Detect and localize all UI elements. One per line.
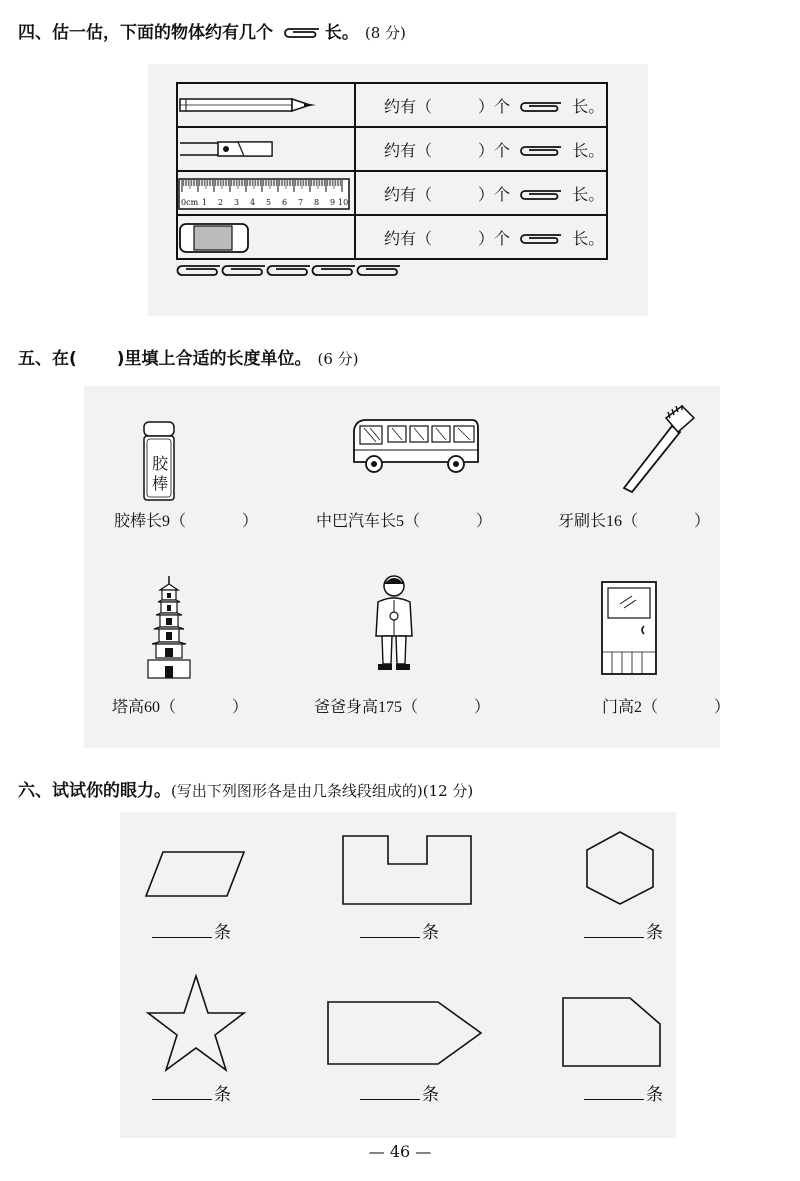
ruler-label: 4 (250, 198, 256, 207)
answer-line-label: 条 (152, 1080, 231, 1105)
ruler-label: 0cm (181, 198, 199, 207)
item-caption: 塔高60（ ） (112, 699, 249, 716)
row-suffix: 长。 (572, 140, 605, 160)
section4-title: 估一估，下面的物体约有几个 (52, 23, 273, 43)
section4-title-end: 长。 (324, 23, 359, 43)
answer-line-label: 条 (584, 1080, 663, 1105)
ruler-label: 6 (282, 198, 288, 207)
item-caption: 牙刷长16（ ） (558, 513, 711, 530)
row-prefix: 约有（ (384, 140, 433, 160)
ruler-label: 5 (266, 198, 272, 207)
ruler-label: 2 (218, 198, 224, 207)
section5-number: 五、 (18, 349, 52, 369)
section4-number: 四、 (18, 23, 52, 43)
star-shape (148, 976, 244, 1070)
answer-line[interactable] (584, 1083, 644, 1100)
item-caption: 门高2（ ） (602, 699, 731, 716)
ruler-label: 1 (202, 198, 208, 207)
answer-line-label: 条 (152, 918, 231, 943)
ruler-label: 8 (314, 198, 320, 207)
ruler-label: 3 (234, 198, 240, 207)
row-mid: ）个 (478, 184, 511, 204)
section4-points: (8 分) (364, 24, 406, 42)
notched-rectangle-shape (343, 836, 471, 904)
glue-stick-text: 胶棒 (151, 454, 168, 493)
section5-points: (6 分) (317, 350, 359, 368)
section6-note: (写出下列图形各是由几条线段组成的) (171, 782, 423, 800)
row-prefix: 约有（ (384, 184, 433, 204)
row-suffix: 长。 (572, 96, 605, 116)
answer-line[interactable] (360, 1083, 420, 1100)
parallelogram-shape (146, 852, 244, 896)
section6-title: 试试你的眼力。 (52, 781, 171, 801)
row-suffix: 长。 (572, 184, 605, 204)
ruler-label: 9 (330, 198, 336, 207)
row-mid: ）个 (478, 228, 511, 248)
row-mid: ）个 (478, 96, 511, 116)
hexagon-shape (587, 832, 653, 904)
section5-title-b: )里填上合适的长度单位。 (116, 349, 312, 369)
page-number: — 46 — (368, 1142, 432, 1161)
section6-number: 六、 (18, 781, 52, 801)
row-prefix: 约有（ (384, 228, 433, 248)
ruler-label: 10 (338, 198, 349, 207)
item-caption: 胶棒长9（ ） (114, 513, 259, 530)
answer-line[interactable] (360, 921, 420, 938)
row-suffix: 长。 (572, 228, 605, 248)
ruler-label: 7 (298, 198, 304, 207)
answer-line[interactable] (152, 921, 212, 938)
answer-line-label: 条 (360, 1080, 439, 1105)
answer-line[interactable] (584, 921, 644, 938)
item-caption: 中巴汽车长5（ ） (316, 513, 493, 530)
section5-title-a: 在( (52, 349, 77, 369)
section6-points: (12 分) (422, 782, 474, 800)
answer-line-label: 条 (360, 918, 439, 943)
row-prefix: 约有（ (384, 96, 433, 116)
answer-line[interactable] (152, 1083, 212, 1100)
cut-corner-rectangle-shape (563, 998, 660, 1066)
item-caption: 爸爸身高175（ ） (314, 699, 491, 716)
row-mid: ）个 (478, 140, 511, 160)
answer-line-label: 条 (584, 918, 663, 943)
arrow-pentagon-shape (328, 1002, 481, 1064)
